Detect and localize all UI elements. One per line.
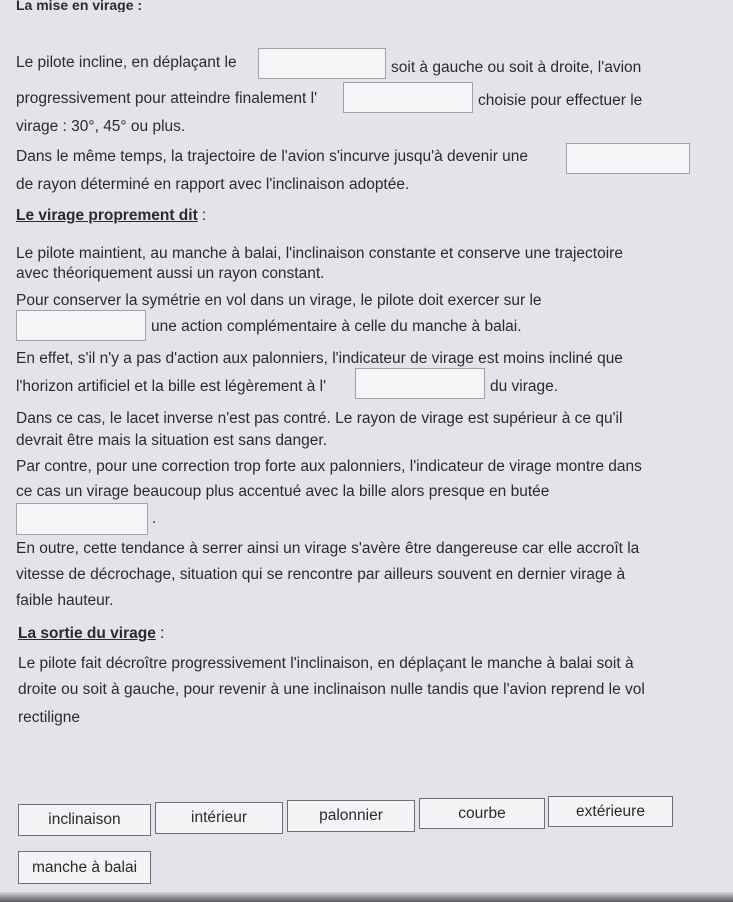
drop-box-5[interactable] [355,368,485,399]
drop-box-1[interactable] [258,48,386,79]
sortie-p2: droite ou soit à gauche, pour revenir à une inclinaison nulle tandis que l'avion reprend le vol [18,681,645,698]
virage-p7: Dans ce cas, le lacet inverse n'est pas contré. Le rayon de virage est supérieur à ce qu'il [16,410,623,427]
sortie-heading: La sortie du virage [18,625,156,642]
answer-tile-courbe[interactable]: courbe [419,798,545,829]
virage-p8: devrait être mais la situation est sans danger. [16,432,328,449]
intro-line-5: de rayon déterminé en rapport avec l'inclinaison adoptée. [16,176,410,193]
virage-p6-before: l'horizon artificiel et la bille est légèrement à l' [16,378,327,395]
virage-heading-suffix: : [197,207,207,224]
screen-bottom-edge [0,892,733,902]
virage-p6-after: du virage. [490,378,559,395]
virage-heading: Le virage proprement dit [16,207,198,224]
virage-p5: En effet, s'il n'y a pas d'action aux palonniers, l'indicateur de virage est moins incliné que [16,350,623,367]
virage-p14: faible hauteur. [16,592,114,609]
intro-line-2-after: choisie pour effectuer le [478,92,643,109]
answer-tile-inclinaison[interactable]: inclinaison [18,804,151,836]
virage-p1: Le pilote maintient, au manche à balai, l'inclinaison constante et conserve une trajectoire [16,245,623,262]
answer-tile-interieur[interactable]: intérieur [155,802,283,834]
sortie-p3: rectiligne [18,709,81,726]
sortie-heading-suffix: : [155,625,165,642]
intro-line-2-before: progressivement pour atteindre finalement l' [16,90,318,107]
virage-p2: avec théoriquement aussi un rayon constant. [16,265,325,282]
answer-tile-manche-a-balai[interactable]: manche à balai [18,851,151,884]
virage-p9: Par contre, pour une correction trop forte aux palonniers, l'indicateur de virage montre dans [16,458,642,475]
virage-p10: ce cas un virage beaucoup plus accentué avec la bille alors presque en butée [16,483,550,500]
section-title-cut: La mise en virage : [16,0,143,12]
intro-line-3: virage : 30°, 45° ou plus. [16,118,186,135]
intro-line-1 [16,53,237,73]
virage-p4-after: une action complémentaire à celle du manche à balai. [151,318,522,335]
drop-box-3[interactable] [566,143,690,174]
virage-heading-line [16,206,206,226]
virage-p11-after: . [152,510,157,527]
drop-box-6[interactable] [16,503,148,535]
drop-box-2[interactable] [343,82,473,113]
sortie-heading-line [18,624,164,644]
virage-p13: vitesse de décrochage, situation qui se rencontre par ailleurs souvent en dernier virage à [16,566,626,583]
intro-line-4-before: Dans le même temps, la trajectoire de l'avion s'incurve jusqu'à devenir une [16,148,529,165]
drop-box-4[interactable] [16,310,146,341]
virage-p3: Pour conserver la symétrie en vol dans un virage, le pilote doit exercer sur le [16,292,542,309]
intro-line-1-before: Le pilote incline, en déplaçant le [16,54,237,71]
intro-line-1-after: soit à gauche ou soit à droite, l'avion [391,59,642,76]
answer-tile-exterieure[interactable]: extérieure [548,796,673,827]
answer-tile-palonnier[interactable]: palonnier [287,800,415,832]
sortie-p1: Le pilote fait décroître progressivement l'inclinaison, en déplaçant le manche à balai soit à [18,655,634,672]
virage-p12: En outre, cette tendance à serrer ainsi un virage s'avère être dangereuse car elle accroît la [16,540,640,557]
